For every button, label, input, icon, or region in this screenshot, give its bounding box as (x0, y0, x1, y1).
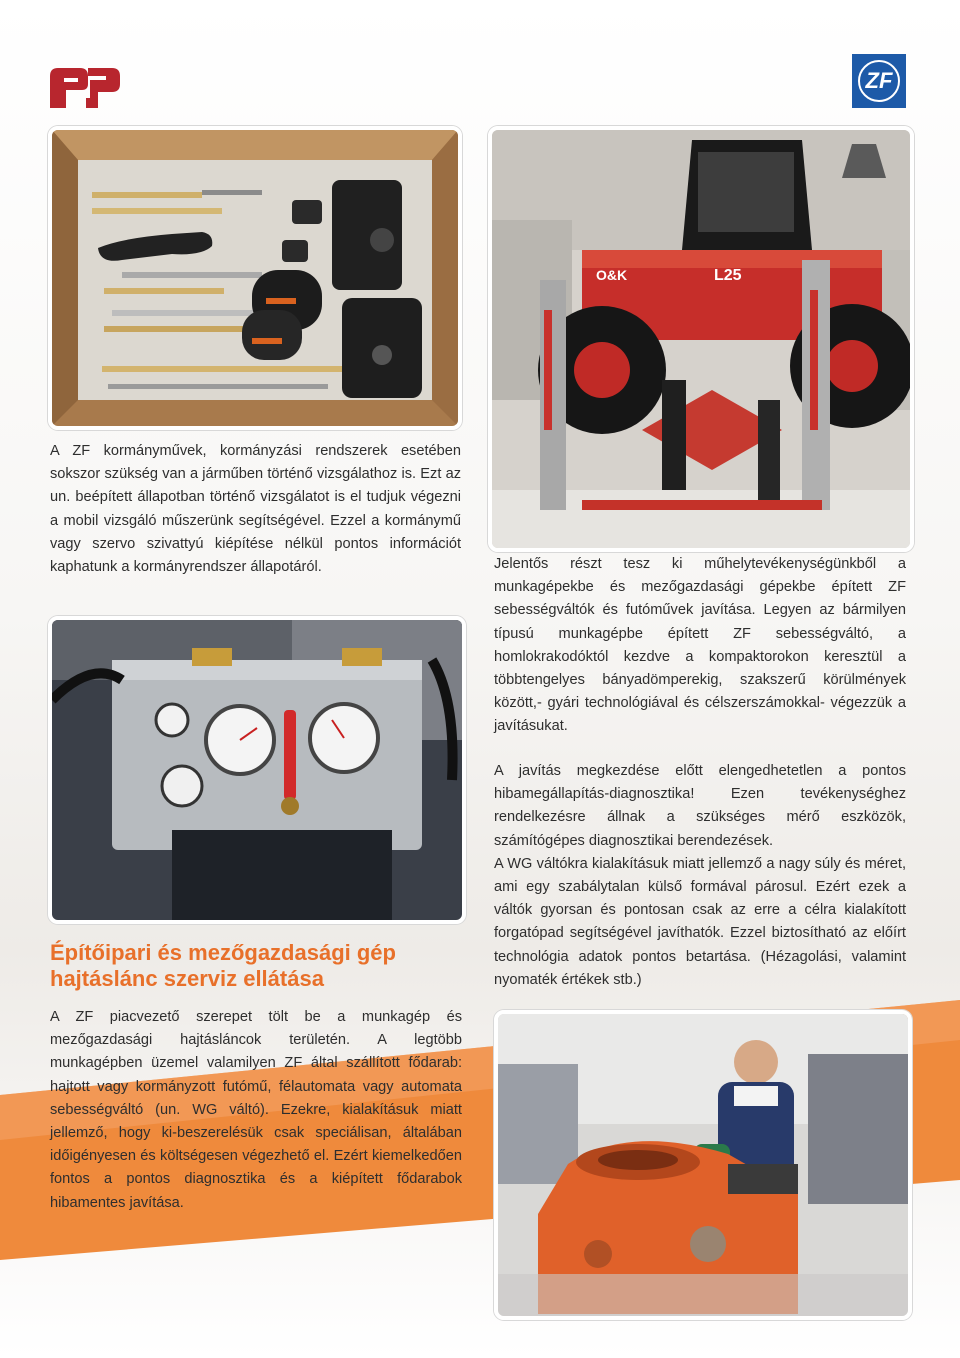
diagnostics-paragraph: A javítás megkezdése előtt elengedhetetlen a pontos hibamegállapítás-diagnosztika! Ezen tevékenységhez rendelkezésre állnak a szükséges mérő eszközök, számítógépes diagnosztikai berendezések. (494, 763, 906, 849)
section-body-paragraph: A ZF piacvezető szerepet tölt be a munkagép és mezőgazdasági hajtásláncok területén. A legtöbb munkagépben üzemel valamilyen ZF által szállított fődarab: hajtott vagy kormányzott futómű, félautomata vagy automata sebességváltó (un. WG váltó). Ezekre, kialakításuk miatt jellemző, hogy ki-beszerelésük csak speciálisan, általában időigényesen és költségesen végezhető el. Ezért kiemelkedően fontos a pontos diagnosztika és a kiépített fődarabok hibamentes javítása. (50, 1009, 462, 1211)
steering-parts-photo (48, 126, 462, 430)
loader-model-label: L25 (714, 267, 742, 284)
section-title-line2: hajtáslánc szerviz ellátása (50, 966, 324, 991)
steering-caption-text: A ZF kormányművek, kormányzási rendszerek esetében sokszor szükség van a járműben történő vizsgálathoz is. Ezt az un. beépített állapotban történő vizsgálatot is el tudjuk végezni a mobil vizsgáló műszerünk segítségével. Ezzel a kormánymű vagy szervo szivattyú kiépítése nélkül pontos információt kaphatunk a kormányrendszer állapotáról. (50, 443, 461, 576)
zf-logo (852, 54, 906, 108)
diagnostic-gauges-photo (48, 616, 466, 924)
workshop-intro-paragraph: Jelentős részt tesz ki műhelytevékenységünkből a munkagépekbe és mezőgazdasági gépekbe épített ZF sebességváltók és futóművek javítása. Legyen az bármilyen típusú munkagépbe épített ZF sebességváltó, a homlokrakodóktól kezdve a kompaktorokon keresztül a többtengelyes bányadömperekig, szakszerű körülmények között,- gyári technológiával és célszerszámokkal- végezzük a javításukat. (494, 556, 906, 735)
wheel-loader-photo (488, 126, 914, 552)
zf-logo-text: ZF (865, 68, 893, 93)
mechanic-transmission-photo (494, 1010, 912, 1320)
section-title-line1: Építőipari és mezőgazdasági gép (50, 940, 396, 965)
wg-transmission-paragraph: A WG váltókra kialakításuk miatt jellemző a nagy súly és méret, ami egy szabálytalan külső formával párosul. Ezért ezek a váltók gyorsan és pontosan csak az erre a célra kialakított forgatópad segítségével javíthatók. Ezzel biztosítható az előírt technológia adatok pontos betartása. (Hézagolási, valamint nyomaték értékek stb.) (494, 855, 906, 988)
section-title (50, 940, 470, 992)
section-body (50, 1006, 462, 1215)
steering-caption (50, 440, 461, 579)
loader-brand-label: O&K (596, 267, 628, 283)
workshop-intro-text (494, 553, 906, 739)
company-logo-icon (48, 66, 122, 110)
diagnostics-text (494, 760, 906, 992)
